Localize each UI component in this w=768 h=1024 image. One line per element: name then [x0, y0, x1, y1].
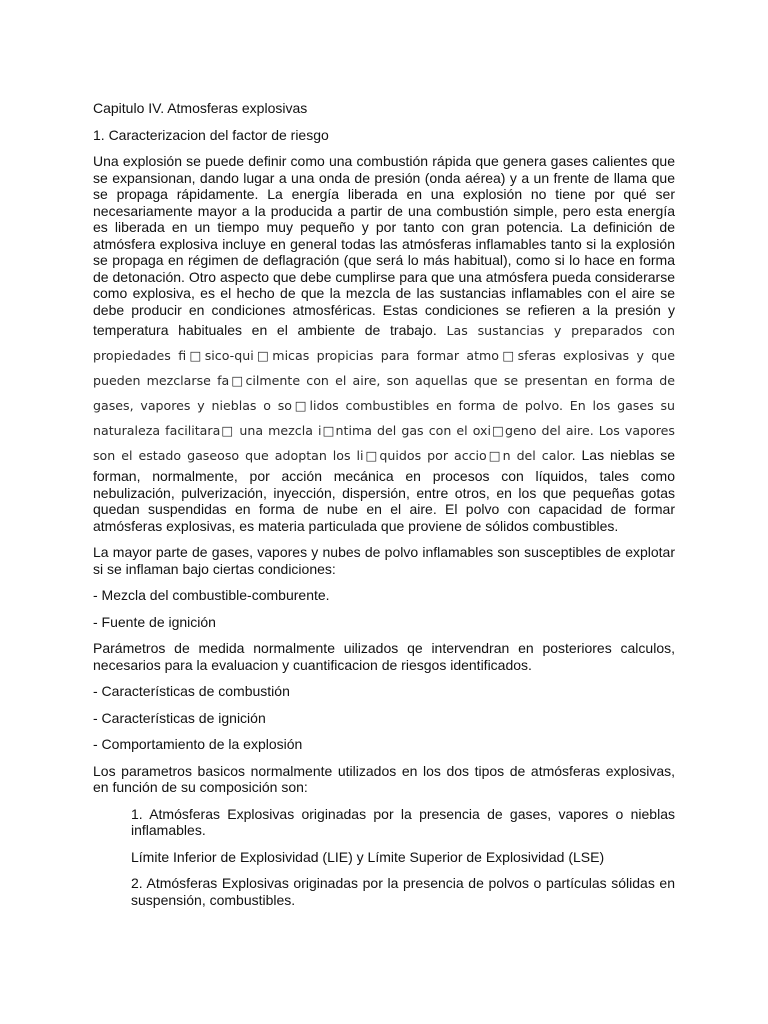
- conditions-paragraph: La mayor parte de gases, vapores y nubes de polvo inflamables son susceptibles de explotar si se inflaman bajo ciertas condiciones:: [93, 544, 675, 577]
- intro-text-part2: Las sustancias y preparados con propiedades fi□sico-qui□micas propicias para formar atmo□sferas explosivas y que pueden mezclarse fa□cilmente con el aire, son aquellas que se presentan en forma de gases, vapores y nieblas o so□lidos combustibles en forma de polvo. En los gases su naturaleza facilitara□ una mezcla i□ntima del gas con el oxi□geno del aire. Los vapores son el estado gaseoso que adoptan los li□quidos por accio□n del calor.: [93, 323, 675, 463]
- list-item: - Características de ignición: [93, 709, 266, 726]
- subsection-dusts: 2. Atmósferas Explosivas originadas por la presencia de polvos o partículas sólidas en suspensión, combustibles.: [131, 875, 675, 908]
- list-item: - Mezcla del combustible-comburente.: [93, 587, 330, 603]
- parameters-paragraph: Parámetros de medida normalmente uilizados qe intervendran en posteriores calculos, necesarios para la evaluacion y cuantificacion de riesgos identificados.: [93, 640, 675, 673]
- list-item: - Características de combustión: [93, 683, 290, 699]
- document-body: [93, 100, 675, 918]
- list-item: - Comportamiento de la explosión: [93, 736, 303, 752]
- basic-parameters-paragraph: Los parametros basicos normalmente utilizados en los dos tipos de atmósferas explosivas, en función de su composición son:: [93, 762, 675, 795]
- intro-text-part3: Las nieblas se forman, normalmente, por acción mecánica en procesos con líquidos, tales como nebulización, pulverización, inyección, dispersión, entre otros, en los que pequeñas gotas quedan suspendidas en forma de nube en el aire. El polvo con capacidad de formar atmósferas explosivas, es materia particulada que proviene de sólidos combustibles.: [93, 447, 675, 534]
- intro-paragraph: [93, 153, 675, 534]
- explosivity-limits: Límite Inferior de Explosividad (LIE) y Límite Superior de Explosividad (LSE): [131, 848, 605, 865]
- list-item: - Fuente de ignición: [93, 613, 216, 630]
- section-heading: 1. Caracterizacion del factor de riesgo: [93, 126, 329, 143]
- subsection-gases: 1. Atmósferas Explosivas originadas por la presencia de gases, vapores o nieblas inflamables.: [131, 805, 675, 838]
- intro-text-part1: Una explosión se puede definir como una combustión rápida que genera gases calientes que se expansionan, dando lugar a una onda de presión (onda aérea) y a un frente de llama que se propaga rápidamente. La energía liberada en una explosión no tiene por qué ser necesariamente mayor a la producida a partir de una combustión simple, pero esta energía es liberada en un tiempo muy pequeño y por tanto con gran potencia. La definición de atmósfera explosiva incluye en general todas las atmósferas inflamables tanto si la explosión se propaga en régimen de deflagración (que será lo más habitual), como si lo hace en forma de detonación. Otro aspecto que debe cumplirse para que una atmósfera pueda considerarse como explosiva, es el hecho de que la mezcla de las sustancias inflamables con el aire se debe producir en condiciones atmosféricas. Estas condiciones se refieren a la presión y temperatura habituales en el ambiente de trabajo.: [93, 153, 675, 338]
- chapter-title: Capitulo IV. Atmosferas explosivas: [93, 100, 308, 116]
